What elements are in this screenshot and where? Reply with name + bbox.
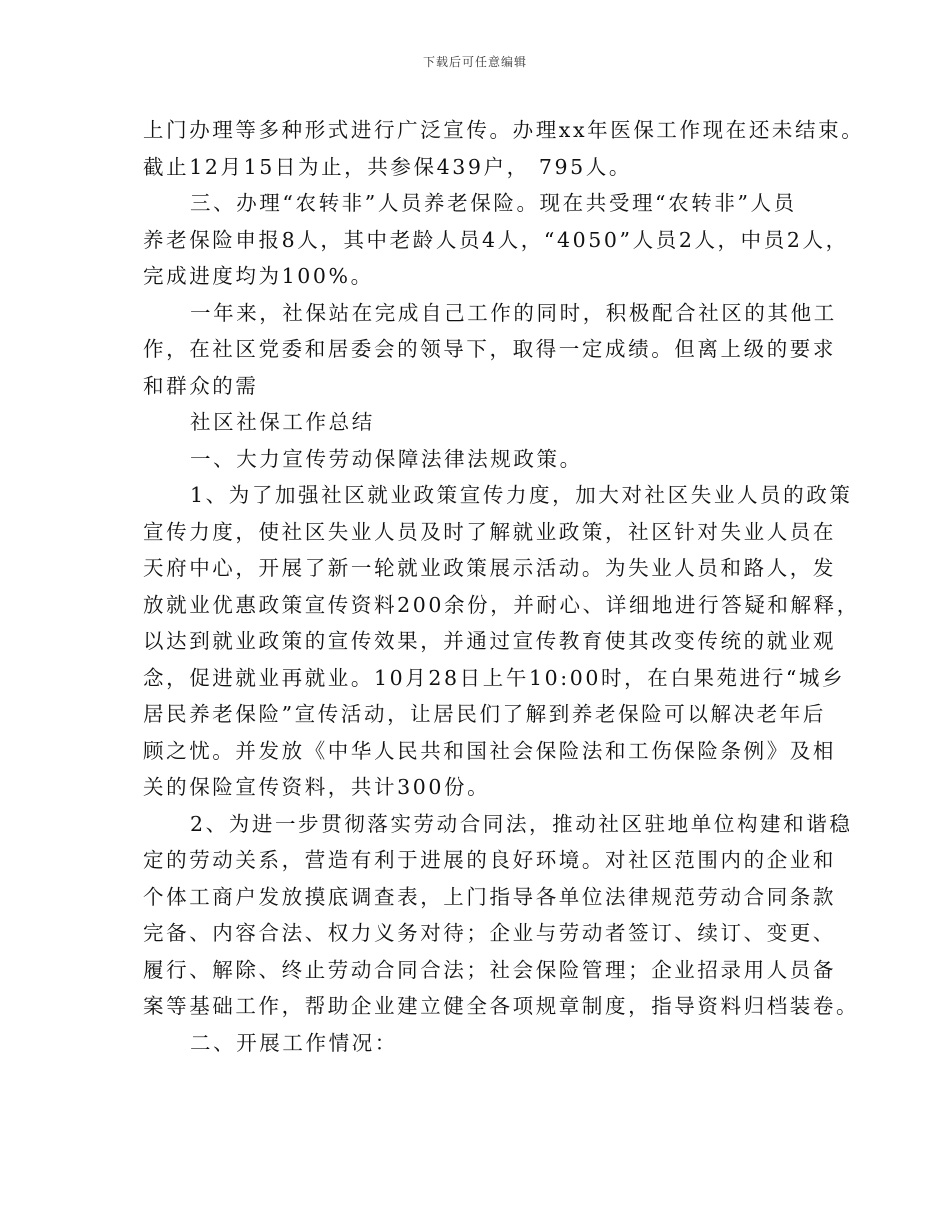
text-line-16: 念，促进就业再就业。10月28日上午10:00时，在白果苑进行“城乡 (143, 665, 846, 690)
text-line-5: 完成进度均为100%。 (143, 264, 374, 288)
text-line-25: 案等基础工作，帮助企业建立健全各项规章制度，指导资料归档装卷。 (143, 994, 860, 1018)
text-line-7: 作，在社区党委和居委会的领导下，取得一定成绩。但离上级的要求 (143, 337, 836, 361)
heading-section-1: 一、大力宣传劳动保障法律法规政策。 (190, 446, 583, 471)
text-line-24: 履行、解除、终止劳动合同合法；社会保险管理；企业招录用人员备 (143, 957, 836, 982)
text-line-8: 和群众的需 (143, 373, 259, 398)
text-line-3: 三、办理“农转非”人员养老保险。现在共受理“农转非”人员 (190, 191, 797, 215)
heading-section-2: 二、开展工作情况： (190, 1030, 398, 1055)
text-line-12: 宣传力度，使社区失业人员及时了解就业政策，社区针对失业人员在 (143, 519, 836, 544)
document-body (143, 112, 865, 1061)
page-header: 下载后可任意编辑 (422, 55, 527, 69)
text-line-18: 顾之忧。并发放《中华人民共和国社会保险法和工伤保险条例》及相 (143, 738, 836, 763)
text-line-11: 1、为了加强社区就业政策宣传力度，加大对社区失业人员的政策 (190, 483, 853, 507)
text-line-23: 完备、内容合法、权力义务对待；企业与劳动者签订、续订、变更、 (143, 921, 836, 945)
text-line-20: 2、为进一步贯彻落实劳动合同法，推动社区驻地单位构建和谐稳 (190, 811, 853, 836)
text-line-19: 关的保险宣传资料，共计300份。 (143, 775, 491, 799)
section-title: 社区社保工作总结 (190, 410, 375, 434)
text-line-21: 定的劳动关系，营造有利于进展的良好环境。对社区范围内的企业和 (143, 848, 836, 872)
text-line-4: 养老保险申报8人，其中老龄人员4人，“4050”人员2人，中员2人， (143, 227, 849, 252)
text-line-22: 个体工商户发放摸底调查表，上门指导各单位法律规范劳动合同条款 (143, 884, 836, 909)
text-line-13: 天府中心，开展了新一轮就业政策展示活动。为失业人员和路人，发 (143, 556, 836, 580)
text-line-2: 截止12月15日为止，共参保439户， 795人。 (143, 154, 632, 179)
text-line-17: 居民养老保险”宣传活动，让居民们了解到养老保险可以解决老年后 (143, 702, 826, 726)
text-line-6: 一年来，社保站在完成自己工作的同时，积极配合社区的其他工 (190, 300, 837, 325)
text-line-15: 以达到就业政策的宣传效果，并通过宣传教育使其改变传统的就业观 (143, 629, 836, 653)
text-line-14: 放就业优惠政策宣传资料200余份，并耐心、详细地进行答疑和解释， (143, 592, 860, 617)
text-line-1: 上门办理等多种形式进行广泛宣传。办理xx年医保工作现在还未结束。 (143, 118, 865, 142)
